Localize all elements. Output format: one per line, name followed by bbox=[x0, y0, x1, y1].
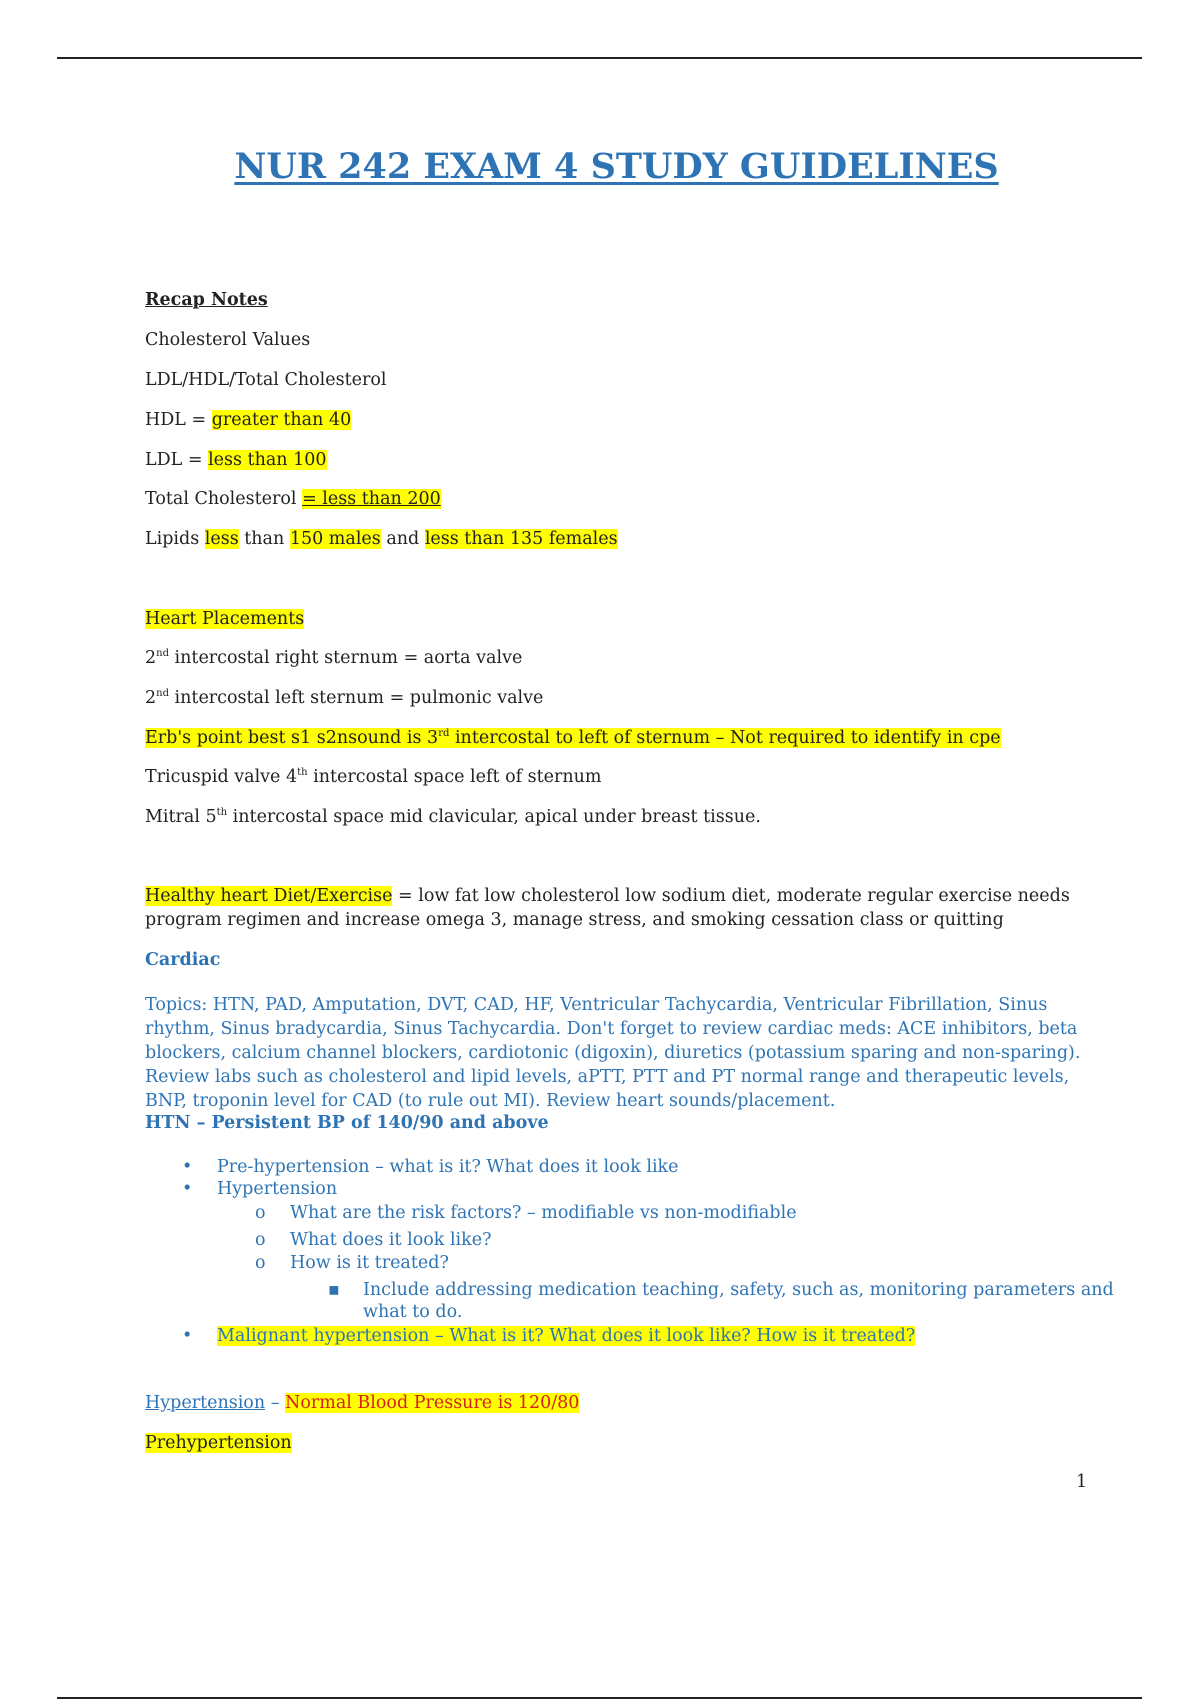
hdl-line bbox=[145, 408, 351, 432]
hdl-value: greater than 40 bbox=[211, 410, 352, 430]
recap-heading: Recap Notes bbox=[145, 290, 268, 310]
mitral-pre: Mitral 5 bbox=[145, 807, 217, 827]
heart-heading: Heart Placements bbox=[145, 609, 305, 629]
heart-line-1-pre: 2 bbox=[145, 648, 157, 668]
lipids-and: and bbox=[380, 529, 425, 549]
hypertension-label: Hypertension bbox=[145, 1393, 266, 1413]
mitral-line bbox=[145, 805, 761, 829]
htn-heading: HTN – Persistent BP of 140/90 and above bbox=[145, 1113, 549, 1133]
sub-bullet-text: How is it treated? bbox=[290, 1253, 449, 1273]
tricuspid-sup: th bbox=[297, 767, 308, 779]
mitral-sup: th bbox=[216, 807, 228, 819]
bullet-text: Hypertension bbox=[217, 1179, 338, 1199]
page-number: 1 bbox=[1076, 1472, 1088, 1492]
bullet-malignant bbox=[182, 1324, 916, 1348]
bullet-marker: • bbox=[182, 1179, 193, 1199]
diet-text: = low fat low cholesterol low sodium diet, moderate regular exercise needs program regimen and increase omega 3, manage stress, and smoking cessation class or quitting bbox=[145, 886, 1070, 930]
top-rule bbox=[57, 57, 1142, 59]
page-title: NUR 242 EXAM 4 STUDY GUIDELINES bbox=[234, 146, 999, 187]
sub-bullet-look-like bbox=[255, 1228, 492, 1252]
sub-bullet-text: What are the risk factors? – modifiable vs non-modifiable bbox=[290, 1203, 797, 1223]
sub-bullet-marker: o bbox=[255, 1230, 266, 1250]
total-value: = less than 200 bbox=[302, 489, 441, 509]
sub-sub-bullet-marker: ▪ bbox=[328, 1280, 340, 1300]
normal-bp: Normal Blood Pressure is 120/80 bbox=[285, 1393, 580, 1413]
heart-line-1-sup: nd bbox=[156, 648, 169, 660]
tricuspid-pre: Tricuspid valve 4 bbox=[145, 767, 298, 787]
bullet-hypertension bbox=[182, 1177, 338, 1201]
hypertension-line bbox=[145, 1391, 579, 1415]
lipids-less: less bbox=[204, 529, 239, 549]
total-line bbox=[145, 487, 441, 511]
cardiac-heading: Cardiac bbox=[145, 950, 221, 970]
erb-pre: Erb's point best s1 s2nsound is 3 bbox=[145, 728, 439, 748]
sub-bullet-risk-factors bbox=[255, 1201, 797, 1225]
total-label: Total Cholesterol bbox=[145, 489, 303, 509]
bullet-marker: • bbox=[182, 1326, 193, 1346]
diet-label: Healthy heart Diet/Exercise bbox=[145, 886, 393, 906]
lipids-males: 150 males bbox=[289, 529, 381, 549]
erb-post: intercostal to left of sternum – Not required to identify in cpe bbox=[449, 728, 1001, 748]
lipids-than: than bbox=[238, 529, 290, 549]
heart-line-1 bbox=[145, 646, 522, 670]
tricuspid-post: intercostal space left of sternum bbox=[307, 767, 602, 787]
ldl-value: less than 100 bbox=[208, 450, 327, 470]
sub-bullet-marker: o bbox=[255, 1253, 266, 1273]
bullet-prehypertension bbox=[182, 1155, 679, 1179]
ldl-line bbox=[145, 448, 327, 472]
ldl-label: LDL = bbox=[145, 450, 209, 470]
hypertension-dash: – bbox=[265, 1393, 286, 1413]
ldl-hdl-total: LDL/HDL/Total Cholesterol bbox=[145, 370, 387, 390]
heart-line-1-post: intercostal right sternum = aorta valve bbox=[168, 648, 523, 668]
erb-line bbox=[145, 726, 1001, 750]
heart-line-2-sup: nd bbox=[156, 688, 169, 700]
sub-sub-bullet-text: Include addressing medication teaching, safety, such as, monitoring parameters and bbox=[363, 1280, 1114, 1300]
cholesterol-values: Cholesterol Values bbox=[145, 330, 311, 350]
mitral-post: intercostal space mid clavicular, apical under breast tissue. bbox=[227, 807, 761, 827]
sub-sub-bullet-medication-cont: what to do. bbox=[363, 1302, 463, 1322]
sub-bullet-treated bbox=[255, 1251, 449, 1275]
bullet-marker: • bbox=[182, 1157, 193, 1177]
lipids-line bbox=[145, 527, 618, 551]
tricuspid-line bbox=[145, 765, 602, 789]
heart-line-2-post: intercostal left sternum = pulmonic valve bbox=[168, 688, 544, 708]
heart-heading-line bbox=[145, 607, 304, 631]
bullet-text: Malignant hypertension – What is it? What does it look like? How is it treated? bbox=[217, 1326, 916, 1346]
bullet-text: Pre-hypertension – what is it? What does it look like bbox=[217, 1157, 679, 1177]
lipids-label: Lipids bbox=[145, 529, 205, 549]
lipids-females: less than 135 females bbox=[424, 529, 618, 549]
sub-sub-bullet-medication bbox=[328, 1278, 1114, 1302]
diet-paragraph bbox=[145, 884, 1090, 932]
prehypertension-label: Prehypertension bbox=[145, 1433, 292, 1453]
prehypertension-line bbox=[145, 1431, 292, 1455]
sub-bullet-text: What does it look like? bbox=[290, 1230, 492, 1250]
heart-line-2-pre: 2 bbox=[145, 688, 157, 708]
erb-sup: rd bbox=[438, 728, 450, 740]
erb-highlight bbox=[145, 728, 1001, 748]
heart-line-2 bbox=[145, 686, 543, 710]
cardiac-topics: Topics: HTN, PAD, Amputation, DVT, CAD, HF, Ventricular Tachycardia, Ventricular Fibrillation, Sinus rhythm, Sinus bradycardia, Sinus Tachycardia. Don't forget to review cardiac meds: ACE inhibitors, beta blockers, calcium channel blockers, cardiotonic (digoxin), diuretics (potassium sparing and non-sparing). Review labs such as cholesterol and lipid levels, aPTT, PTT and PT normal range and therapeutic levels, BNP, troponin level for CAD (to rule out MI). Review heart sounds/placement. bbox=[145, 995, 1081, 1111]
malignant-highlight bbox=[182, 1326, 916, 1346]
sub-bullet-marker: o bbox=[255, 1203, 266, 1223]
hdl-label: HDL = bbox=[145, 410, 212, 430]
bottom-rule bbox=[57, 1697, 1142, 1699]
